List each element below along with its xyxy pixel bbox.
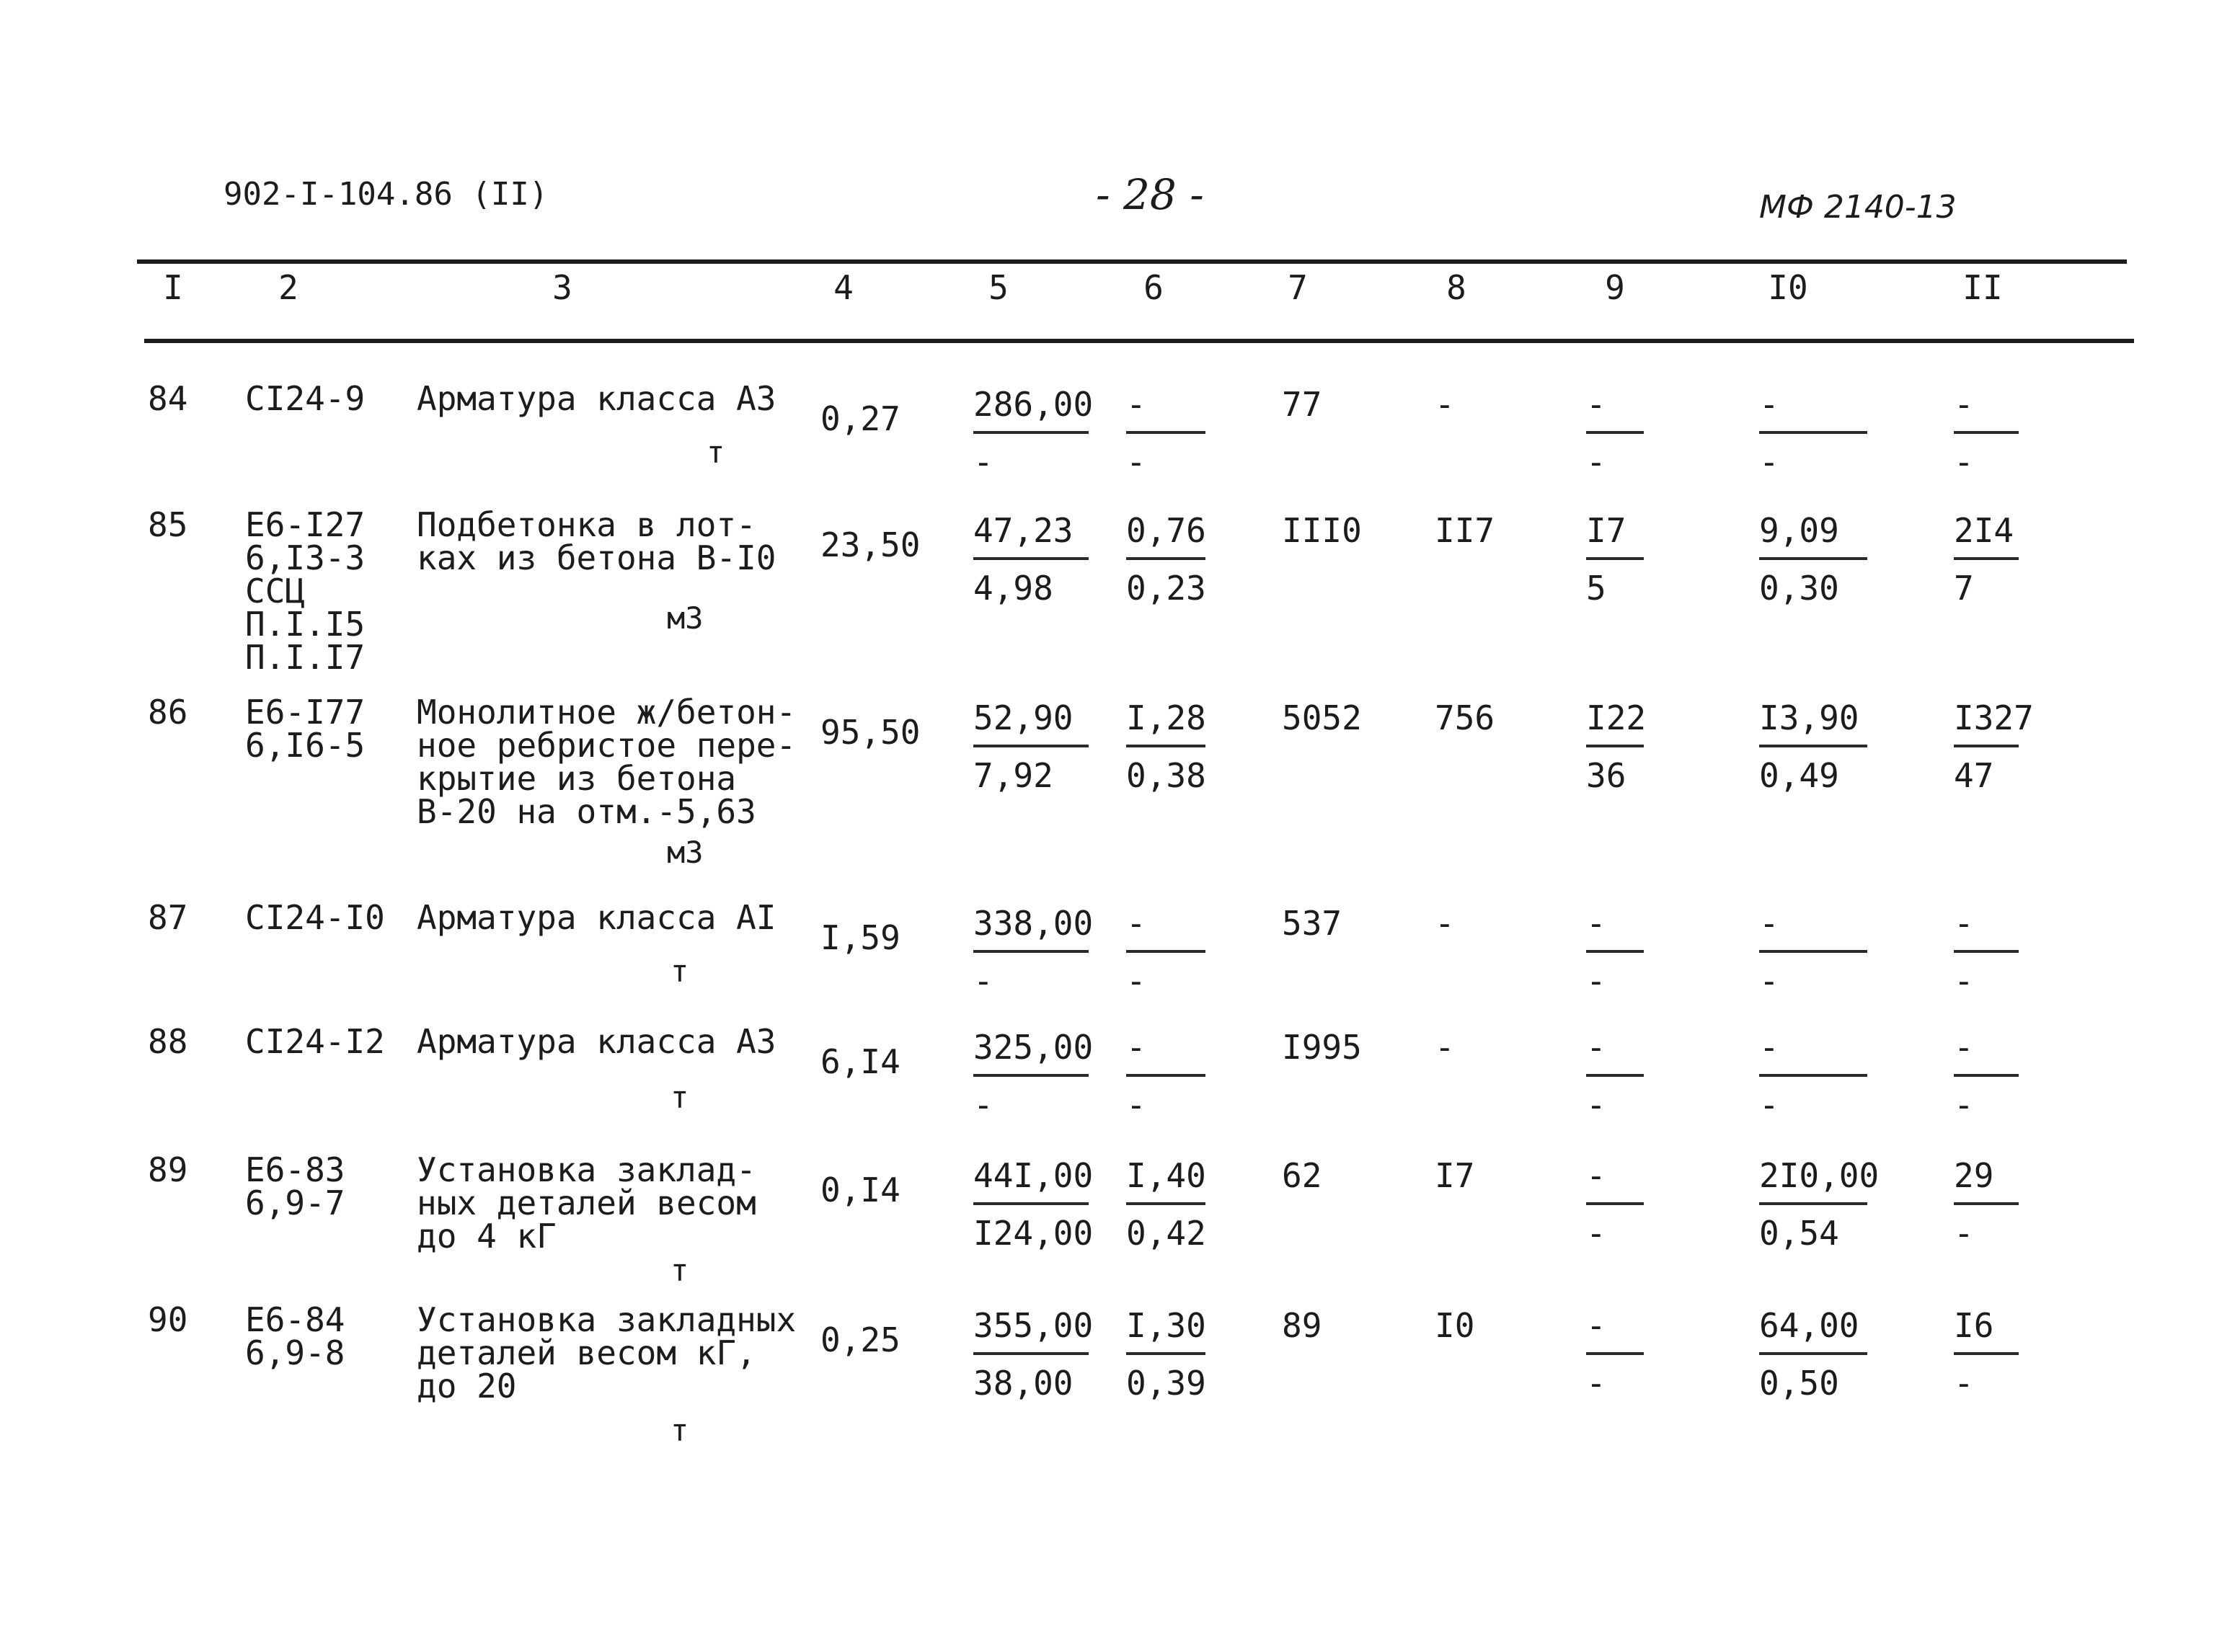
wage-cost-fraction-bar [1126, 431, 1205, 434]
labour-total [1954, 385, 2019, 481]
labour-total-denominator: 7 [1954, 569, 1974, 608]
row-number: 85 [148, 505, 188, 544]
labour-norm [1759, 904, 1867, 1000]
norm-code: Е6-83 6,9-7 [245, 1150, 345, 1222]
unit-cost [973, 1156, 1094, 1253]
total-wages: 756 [1435, 698, 1495, 737]
labour-norm-denominator: 0,49 [1759, 756, 1839, 795]
row-number: 87 [148, 898, 188, 937]
wage-cost-fraction-bar [1126, 1202, 1205, 1205]
document-code: 902-I-104.86 (II) [223, 176, 549, 213]
wage-cost [1126, 698, 1206, 795]
labour-total-denominator: - [1954, 1085, 1974, 1124]
unit-cost-numerator: 325,00 [973, 1028, 1094, 1067]
total-wages: II7 [1435, 511, 1495, 550]
norm-code: Е6-84 6,9-8 [245, 1300, 345, 1372]
wage-cost-numerator: - [1126, 904, 1146, 943]
total-cost: 77 [1282, 385, 1322, 424]
machine-cost-denominator: - [1586, 962, 1606, 1000]
column-header-7: 7 [1288, 268, 1308, 307]
machine-cost-numerator: - [1586, 1156, 1606, 1195]
total-wages: I7 [1435, 1156, 1475, 1195]
norm-code: CI24-I2 [245, 1022, 385, 1061]
work-description: Арматура класса АI [417, 898, 776, 937]
unit-cost-fraction-bar [973, 557, 1089, 560]
column-header-11: II [1962, 268, 2003, 307]
column-header-4: 4 [833, 268, 854, 307]
wage-cost [1126, 1156, 1206, 1253]
labour-norm-denominator: - [1759, 1085, 1779, 1124]
column-header-10: I0 [1768, 268, 1808, 307]
wage-cost-numerator: - [1126, 1028, 1146, 1067]
labour-total-denominator: - [1954, 1214, 1974, 1253]
unit-cost-numerator: 44I,00 [973, 1156, 1094, 1195]
unit-cost [973, 1306, 1094, 1403]
unit-of-measure: м3 [667, 600, 704, 636]
unit-cost [973, 698, 1089, 795]
machine-cost-denominator: 5 [1586, 569, 1606, 608]
quantity: 0,25 [820, 1320, 900, 1359]
machine-cost-fraction-bar [1586, 431, 1644, 434]
labour-total-fraction-bar [1954, 431, 2019, 434]
labour-norm-numerator: 9,09 [1759, 511, 1839, 550]
total-wages: I0 [1435, 1306, 1475, 1345]
wage-cost-denominator: - [1126, 962, 1146, 1000]
unit-cost-denominator: 38,00 [973, 1364, 1074, 1403]
unit-cost-fraction-bar [973, 431, 1089, 434]
unit-of-measure: т [670, 1253, 689, 1288]
unit-cost-denominator: I24,00 [973, 1214, 1094, 1253]
unit-cost-denominator: 4,98 [973, 569, 1053, 608]
machine-cost-numerator: - [1586, 1028, 1606, 1067]
labour-total-numerator: I327 [1954, 698, 2034, 737]
work-description: Арматура класса А3 [417, 1022, 776, 1061]
wage-cost [1126, 904, 1205, 1000]
work-description: Установка закладных деталей весом кГ, до 20 [417, 1300, 797, 1405]
total-cost: III0 [1282, 511, 1362, 550]
unit-cost-fraction-bar [973, 950, 1089, 953]
machine-cost-fraction-bar [1586, 1352, 1644, 1355]
machine-cost-fraction-bar [1586, 745, 1644, 747]
norm-code: Е6-I27 6,I3-3 ССЦ П.I.I5 П.I.I7 [245, 505, 366, 677]
labour-norm-fraction-bar [1759, 745, 1867, 747]
total-cost: 89 [1282, 1306, 1322, 1345]
machine-cost-fraction-bar [1586, 557, 1644, 560]
labour-norm [1759, 698, 1867, 795]
total-wages: - [1435, 385, 1455, 424]
labour-norm-fraction-bar [1759, 1202, 1867, 1205]
labour-total-denominator: - [1954, 443, 1974, 481]
wage-cost [1126, 1306, 1206, 1403]
labour-total [1954, 1306, 2019, 1403]
labour-norm-fraction-bar [1759, 1074, 1867, 1077]
total-cost: 537 [1282, 904, 1342, 943]
wage-cost-denominator: - [1126, 443, 1146, 481]
quantity: I,59 [820, 918, 900, 957]
unit-of-measure: м3 [667, 835, 704, 870]
total-cost: 5052 [1282, 698, 1362, 737]
row-number: 90 [148, 1300, 188, 1339]
wage-cost-denominator: 0,42 [1126, 1214, 1206, 1253]
labour-norm [1759, 1156, 1880, 1253]
unit-cost-fraction-bar [973, 1202, 1089, 1205]
unit-cost [973, 385, 1094, 481]
unit-cost-numerator: 355,00 [973, 1306, 1094, 1345]
labour-norm-denominator: - [1759, 962, 1779, 1000]
machine-cost-numerator: - [1586, 385, 1606, 424]
unit-cost-numerator: 338,00 [973, 904, 1094, 943]
row-number: 86 [148, 693, 188, 732]
unit-cost [973, 904, 1094, 1000]
labour-total-numerator: I6 [1954, 1306, 1994, 1345]
machine-cost [1586, 385, 1644, 481]
work-description: Установка заклад- ных деталей весом до 4 кГ [417, 1150, 756, 1256]
labour-total-numerator: - [1954, 904, 1974, 943]
column-header-3: 3 [552, 268, 572, 307]
unit-cost-numerator: 52,90 [973, 698, 1074, 737]
wage-cost [1126, 385, 1205, 481]
top-rule [137, 259, 2127, 264]
wage-cost-denominator: 0,39 [1126, 1364, 1206, 1403]
total-cost: I995 [1282, 1028, 1362, 1067]
column-header-6: 6 [1143, 268, 1164, 307]
labour-norm-fraction-bar [1759, 1352, 1867, 1355]
labour-total-numerator: - [1954, 1028, 1974, 1067]
labour-norm-denominator: 0,50 [1759, 1364, 1839, 1403]
total-wages: - [1435, 1028, 1455, 1067]
unit-cost-denominator: 7,92 [973, 756, 1053, 795]
machine-cost-fraction-bar [1586, 950, 1644, 953]
machine-cost-fraction-bar [1586, 1202, 1644, 1205]
unit-cost [973, 511, 1089, 608]
unit-cost-numerator: 286,00 [973, 385, 1094, 424]
labour-total-denominator: - [1954, 962, 1974, 1000]
column-header-9: 9 [1605, 268, 1625, 307]
row-number: 88 [148, 1022, 188, 1061]
header-rule [144, 339, 2134, 343]
labour-norm-numerator: 2I0,00 [1759, 1156, 1880, 1195]
work-description: Монолитное ж/бетон- ное ребристое пере- крытие из бетона В-20 на отм.-5,63 [417, 693, 797, 831]
labour-norm [1759, 385, 1867, 481]
unit-cost-denominator: - [973, 443, 993, 481]
unit-cost-denominator: - [973, 1085, 993, 1124]
labour-norm-denominator: 0,30 [1759, 569, 1839, 608]
labour-norm-numerator: - [1759, 904, 1779, 943]
machine-cost-denominator: - [1586, 443, 1606, 481]
wage-cost [1126, 1028, 1205, 1124]
labour-norm-numerator: 64,00 [1759, 1306, 1859, 1345]
unit-cost-denominator: - [973, 962, 993, 1000]
labour-norm [1759, 1028, 1867, 1124]
unit-cost-numerator: 47,23 [973, 511, 1074, 550]
machine-cost [1586, 1156, 1644, 1253]
labour-total-denominator: 47 [1954, 756, 1994, 795]
labour-total-fraction-bar [1954, 1074, 2019, 1077]
column-header-1: I [163, 268, 183, 307]
wage-cost [1126, 511, 1206, 608]
wage-cost-denominator: 0,23 [1126, 569, 1206, 608]
machine-cost [1586, 511, 1644, 608]
norm-code: CI24-9 [245, 379, 366, 418]
machine-cost [1586, 904, 1644, 1000]
wage-cost-fraction-bar [1126, 745, 1205, 747]
labour-norm-fraction-bar [1759, 950, 1867, 953]
labour-total-numerator: 2I4 [1954, 511, 2014, 550]
labour-norm-numerator: - [1759, 385, 1779, 424]
labour-total-fraction-bar [1954, 1202, 2019, 1205]
wage-cost-denominator: - [1126, 1085, 1146, 1124]
machine-cost-denominator: - [1586, 1085, 1606, 1124]
labour-total-fraction-bar [1954, 950, 2019, 953]
column-header-8: 8 [1446, 268, 1466, 307]
labour-total [1954, 1156, 2019, 1253]
labour-norm-numerator: - [1759, 1028, 1779, 1067]
unit-of-measure: т [707, 435, 725, 470]
machine-cost-denominator: 36 [1586, 756, 1626, 795]
machine-cost [1586, 1028, 1644, 1124]
machine-cost [1586, 1306, 1644, 1403]
norm-code: CI24-I0 [245, 898, 385, 937]
wage-cost-numerator: I,30 [1126, 1306, 1206, 1345]
column-header-5: 5 [988, 268, 1009, 307]
unit-cost-fraction-bar [973, 1352, 1089, 1355]
machine-cost-numerator: I7 [1586, 511, 1626, 550]
unit-cost [973, 1028, 1094, 1124]
labour-total [1954, 1028, 2019, 1124]
unit-of-measure: т [670, 954, 689, 989]
machine-cost-numerator: - [1586, 904, 1606, 943]
wage-cost-numerator: I,40 [1126, 1156, 1206, 1195]
quantity: 23,50 [820, 525, 921, 564]
labour-norm-denominator: 0,54 [1759, 1214, 1839, 1253]
wage-cost-numerator: 0,76 [1126, 511, 1206, 550]
unit-cost-fraction-bar [973, 745, 1089, 747]
wage-cost-fraction-bar [1126, 1352, 1205, 1355]
total-cost: 62 [1282, 1156, 1322, 1195]
labour-total [1954, 511, 2019, 608]
labour-norm-denominator: - [1759, 443, 1779, 481]
machine-cost-numerator: I22 [1586, 698, 1647, 737]
wage-cost-numerator: - [1126, 385, 1146, 424]
wage-cost-numerator: I,28 [1126, 698, 1206, 737]
machine-cost-denominator: - [1586, 1364, 1606, 1403]
quantity: 95,50 [820, 713, 921, 752]
labour-total-denominator: - [1954, 1364, 1974, 1403]
unit-cost-fraction-bar [973, 1074, 1089, 1077]
labour-norm-fraction-bar [1759, 557, 1867, 560]
labour-total-fraction-bar [1954, 745, 2019, 747]
machine-cost [1586, 698, 1647, 795]
quantity: 0,27 [820, 399, 900, 438]
row-number: 84 [148, 379, 188, 418]
page-number: - 28 - [1096, 170, 1204, 219]
wage-cost-fraction-bar [1126, 557, 1205, 560]
quantity: 6,I4 [820, 1042, 900, 1081]
labour-total-numerator: 29 [1954, 1156, 1994, 1195]
document-ref: МФ 2140-13 [1759, 189, 1957, 226]
unit-of-measure: т [670, 1413, 689, 1448]
work-description: Арматура класса А3 [417, 379, 776, 418]
labour-total [1954, 904, 2019, 1000]
labour-total-fraction-bar [1954, 557, 2019, 560]
row-number: 89 [148, 1150, 188, 1189]
wage-cost-fraction-bar [1126, 950, 1205, 953]
column-header-2: 2 [278, 268, 298, 307]
machine-cost-denominator: - [1586, 1214, 1606, 1253]
labour-total-fraction-bar [1954, 1352, 2019, 1355]
unit-of-measure: т [670, 1080, 689, 1115]
labour-norm [1759, 511, 1867, 608]
labour-total [1954, 698, 2034, 795]
labour-norm [1759, 1306, 1867, 1403]
total-wages: - [1435, 904, 1455, 943]
norm-code: Е6-I77 6,I6-5 [245, 693, 366, 765]
labour-norm-numerator: I3,90 [1759, 698, 1859, 737]
wage-cost-fraction-bar [1126, 1074, 1205, 1077]
machine-cost-fraction-bar [1586, 1074, 1644, 1077]
machine-cost-numerator: - [1586, 1306, 1606, 1345]
wage-cost-denominator: 0,38 [1126, 756, 1206, 795]
work-description: Подбетонка в лот- ках из бетона В-I0 [417, 505, 776, 577]
labour-total-numerator: - [1954, 385, 1974, 424]
labour-norm-fraction-bar [1759, 431, 1867, 434]
quantity: 0,I4 [820, 1171, 900, 1209]
